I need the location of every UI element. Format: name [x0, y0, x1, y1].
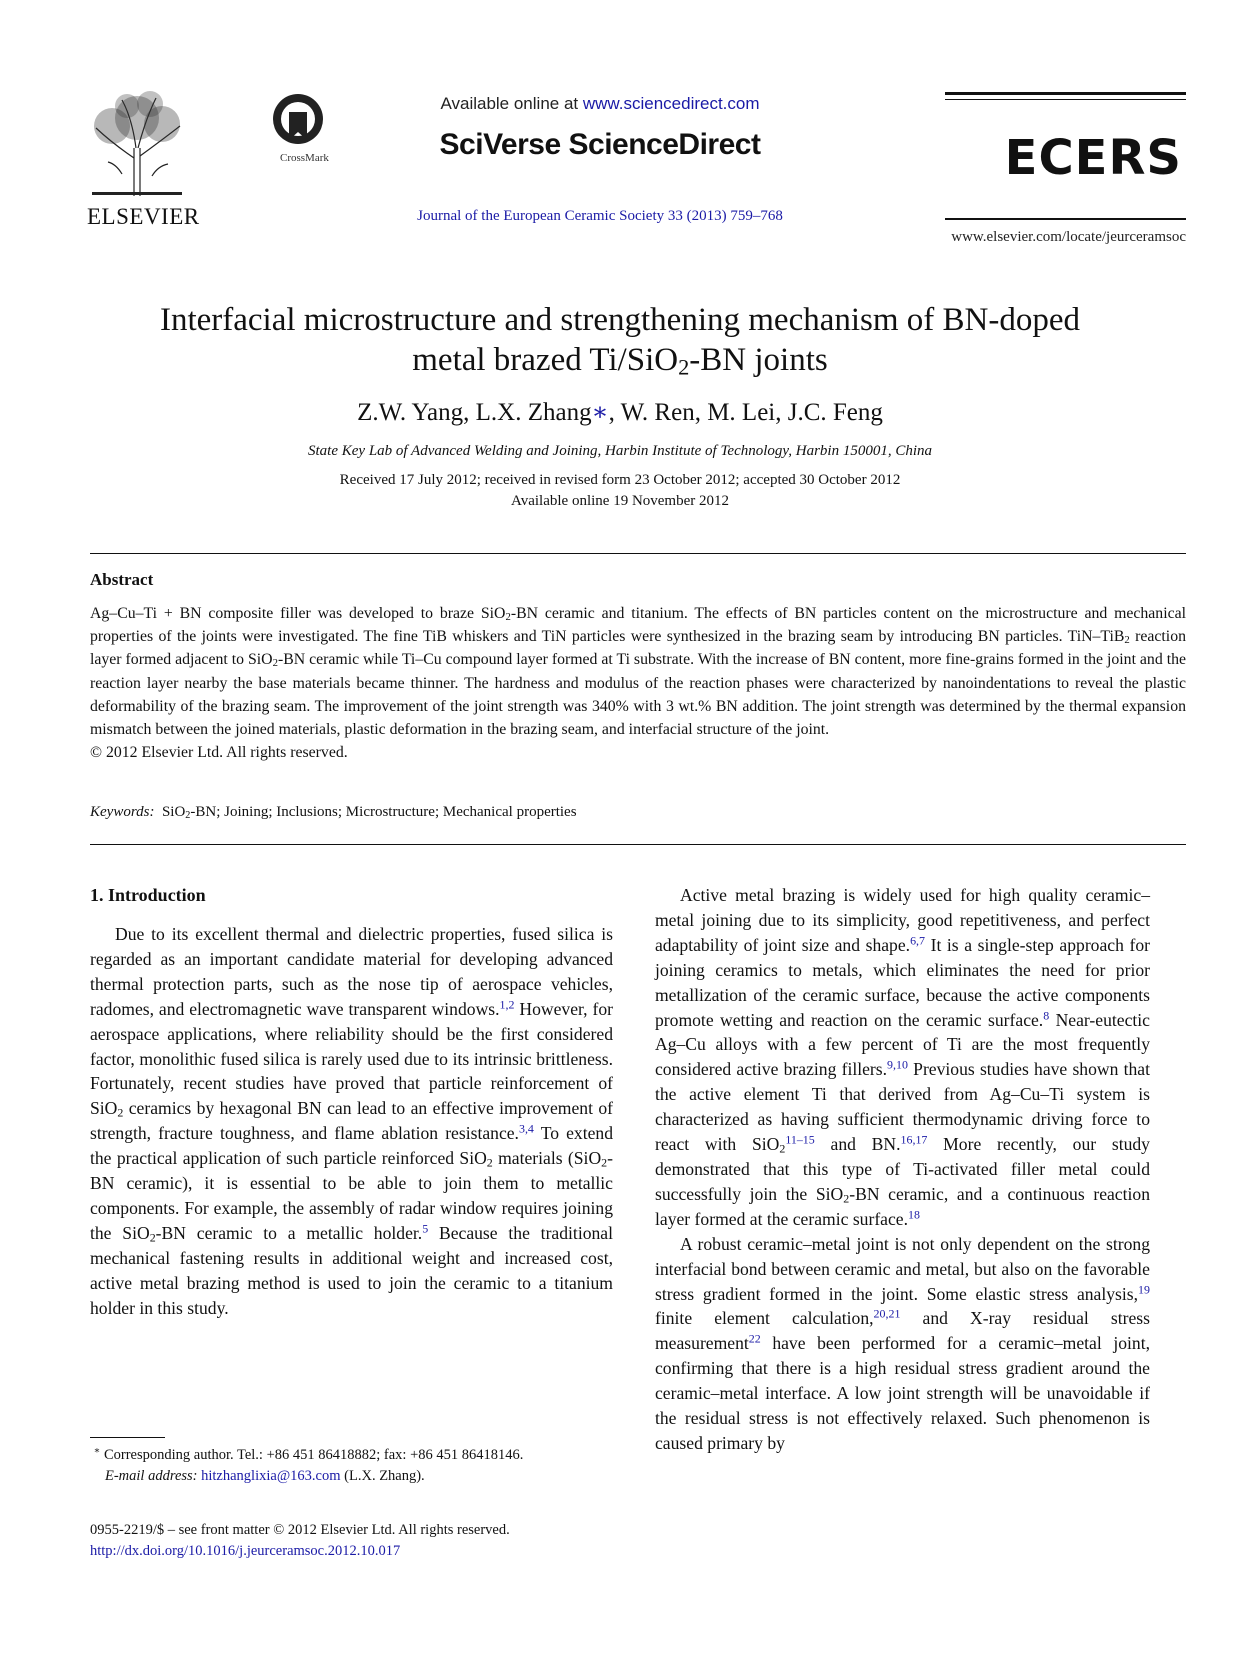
crossmark-label: CrossMark: [280, 152, 329, 164]
abstract-heading: Abstract: [90, 570, 154, 589]
corresponding-author-note: ∗ Corresponding author. Tel.: +86 451 86418882; fax: +86 451 86418146.: [93, 1445, 524, 1463]
brand-title: SciVerse ScienceDirect: [439, 128, 761, 161]
elsevier-tree-icon: [82, 88, 192, 198]
available-prefix: Available online at: [440, 94, 583, 113]
citation-20-21[interactable]: 20,21: [873, 1306, 901, 1321]
available-date: Available online 19 November 2012: [511, 493, 729, 509]
issn-line: 0955-2219/$ – see front matter © 2012 Elsevier Ltd. All rights reserved.: [90, 1522, 510, 1538]
header-rule-bottom: [945, 218, 1186, 220]
citation-6-7[interactable]: 6,7: [910, 933, 926, 948]
citation-18[interactable]: 18: [908, 1207, 920, 1222]
journal-url[interactable]: www.elsevier.com/locate/jeurceramsoc: [951, 229, 1186, 245]
bottom-info: [90, 1520, 510, 1562]
elsevier-logo: [82, 88, 192, 198]
crossmark-icon: [271, 92, 325, 148]
article-title: [90, 300, 1150, 380]
right-column: [655, 883, 1150, 1456]
intro-paragraph-1: Due to its excellent thermal and dielectric properties, fused silica is regarded as an important candidate material for developing advanced thermal protection parts, such as the nose tip of aerospace vehicles, radomes, and electromagnetic wave transparent windows.$^{1,2}$ However, for aerospace applications, where reliability should be the first considered factor, monolithic fused silica is rarely used due to its intrinsic brittleness. Fortunately, recent studies have proved that particle reinforcement of SiO$_2$ ceramics by hexagonal BN can lead to an effective improvement of strength, fracture toughness, and flame ablation resistance.$^{3,4}$ To extend the practical application of such particle reinforced SiO$_2$ materials (SiO$_2$-BN ceramic), it is essential to be able to join them to metallic components. For example, the assembly of radar window requires joining the SiO$_2$-BN ceramic to a metallic holder.$^5$ Because the traditional mechanical fastening results in additional weight and increased cost, active metal brazing method is used to join the ceramic to a titanium holder in this study.: [90, 924, 613, 1318]
sciencedirect-link[interactable]: www.sciencedirect.com: [582, 94, 760, 113]
citation-8[interactable]: 8: [1043, 1007, 1050, 1022]
abstract-text: Ag–Cu–Ti + BN composite filler was developed to braze SiO$_2$-BN ceramic and titanium. The effects of BN particles content on the microstructure and mechanical properties of the joints were investigated. The fine TiB whiskers and TiN particles were synthesized in the brazing seam by introducing BN particles. TiN–TiB$_2$ reaction layer formed adjacent to SiO$_2$-BN ceramic while Ti–Cu compound layer formed at Ti substrate. With the increase of BN content, more fine-grains formed in the joint and the reaction layer nearby the base materials became thinner. The hardness and modulus of the reaction phases were characterized by nanoindentations to reveal the plastic deformability of the brazing seam. The improvement of the joint strength was 340% with 3 wt.% BN addition. The joint strength was determined by the thermal expansion mismatch between the joined materials, plastic deformation in the brazing seam, and interfacial structure of the joint. © 2012 Elsevier Ltd. All rights reserved.: [90, 602, 1186, 764]
article-dates: [90, 470, 1150, 512]
crossmark-logo[interactable]: [271, 92, 325, 148]
corresponding-author-mark[interactable]: ∗: [591, 399, 609, 426]
title-line-1: Interfacial microstructure and strengthening mechanism of BN-doped: [159, 302, 1081, 338]
intro-paragraph-2: Active metal brazing is widely used for high quality ceramic–metal joining due to its simplicity, good repetitiveness, and perfect adaptability of joint size and shape.$^{6,7}$ It is a single-step approach for joining ceramics to metals, which eliminates the need for prior metallization of the ceramic surface, because the active components promote wetting and reaction on the ceramic surface.$^8$ Near-eutectic Ag–Cu alloys with a few percent of Ti are the most frequently considered active brazing fillers.$^{9,10}$ Previous studies have shown that the active element Ti that derived from Ag–Cu–Ti system is characterized as having sufficient thermodynamic driving force to react with SiO$_2^{11-15}$ and BN.$^{16,17}$ More recently, our study demonstrated that this type of Ti-activated filler metal could successfully join the SiO$_2$-BN ceramic, and a continuous reaction layer formed at the ceramic surface.$^{18}$: [655, 885, 1150, 1229]
header-rule-top-2: [945, 99, 1186, 100]
available-online: [420, 94, 780, 114]
copyright: © 2012 Elsevier Ltd. All rights reserved.: [90, 744, 348, 762]
section-heading-introduction: 1. Introduction: [90, 885, 206, 905]
journal-reference[interactable]: Journal of the European Ceramic Society 33 (2013) 759–768: [417, 208, 783, 224]
ecers-logo: ECERS: [1004, 130, 1182, 186]
publisher-name: ELSEVIER: [87, 204, 200, 229]
footnote-rule: [90, 1437, 165, 1438]
keywords-label: Keywords:: [90, 804, 155, 820]
affiliation: State Key Lab of Advanced Welding and Joining, Harbin Institute of Technology, Harbin 150001, China: [308, 443, 932, 459]
email-note: E-mail address: hitzhanglixia@163.com (L.X. Zhang).: [105, 1468, 425, 1484]
authors: Z.W. Yang, L.X. Zhang∗, W. Ren, M. Lei, J.C. Feng: [357, 399, 883, 426]
abstract-rule-top: [90, 553, 1186, 554]
received-dates: Received 17 July 2012; received in revised form 23 October 2012; accepted 30 October 2012: [339, 472, 901, 488]
citation-19[interactable]: 19: [1138, 1281, 1150, 1296]
citation-22[interactable]: 22: [748, 1331, 761, 1346]
citation-11-15[interactable]: 11–15: [785, 1132, 815, 1147]
keywords: Keywords: SiO$_2$-BN; Joining; Inclusions; Microstructure; Mechanical properties: [90, 804, 577, 822]
header-rule-top-1: [945, 92, 1186, 95]
citation-1-2[interactable]: 1,2: [499, 997, 515, 1012]
abstract-rule-bottom: [90, 844, 1186, 845]
citation-16-17[interactable]: 16,17: [900, 1132, 928, 1147]
citation-9-10[interactable]: 9,10: [887, 1057, 908, 1072]
left-column: [90, 922, 613, 1321]
footnote: [90, 1445, 613, 1487]
doi-link[interactable]: http://dx.doi.org/10.1016/j.jeurceramsoc.2012.10.017: [90, 1543, 401, 1559]
citation-3-4[interactable]: 3,4: [518, 1121, 534, 1136]
intro-paragraph-3: A robust ceramic–metal joint is not only dependent on the strong interfacial bond between ceramic and metal, but also on the favorable stress gradient formed in the joint. Some elastic stress analysis,$^{19}$ finite element calculation,$^{20,21}$ and X-ray residual stress measurement$^{22}$ have been performed for a ceramic–metal joint, confirming that there is a high residual stress gradient around the ceramic–metal interface. A low joint strength will be unavoidable if the residual stress is not effectively relaxed. Such phenomenon is caused primary by: [655, 1233, 1150, 1453]
citation-5[interactable]: 5: [422, 1221, 429, 1236]
email-link[interactable]: hitzhanglixia@163.com: [201, 1468, 341, 1484]
title-line-2: metal brazed Ti/SiO$_2$-BN joints: [412, 342, 828, 380]
